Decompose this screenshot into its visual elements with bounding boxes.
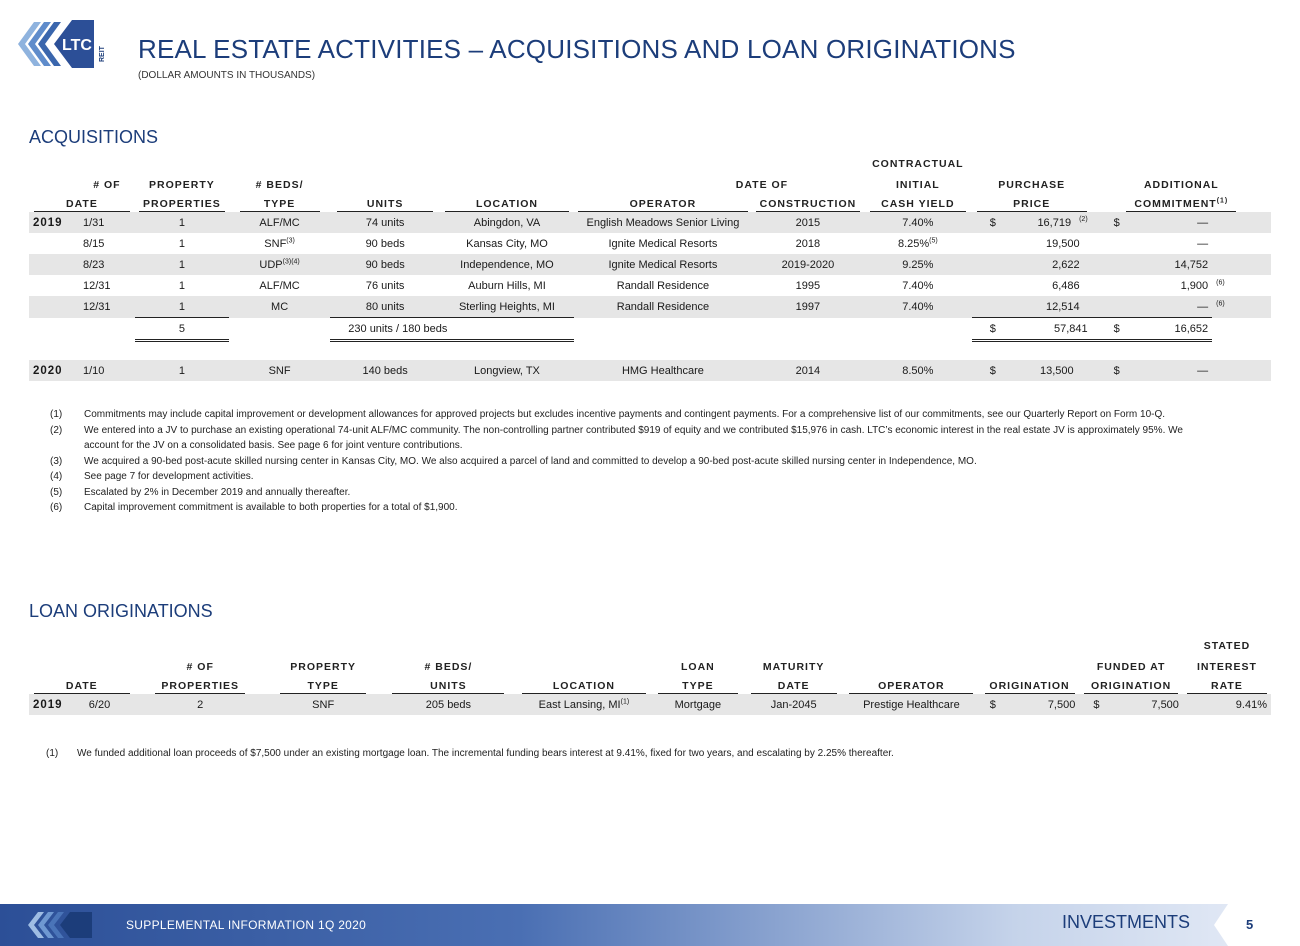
table-row bbox=[29, 360, 1271, 381]
row-props: 1 bbox=[178, 279, 185, 292]
total-props: 5 bbox=[135, 318, 229, 341]
col-commitment: COMMITMENT bbox=[1134, 198, 1217, 210]
acq-header-row-2 bbox=[29, 170, 1271, 191]
row-construction: 2014 bbox=[752, 360, 864, 381]
col-maturity: MATURITY bbox=[762, 661, 825, 673]
ltc-logo bbox=[14, 14, 114, 74]
row-date: 1/10 bbox=[79, 360, 135, 381]
col-cash-yield: CASH YIELD bbox=[881, 198, 955, 210]
loan-originations-table bbox=[29, 631, 1271, 715]
row-date: 12/31 bbox=[82, 279, 111, 292]
logo-subtext: REIT bbox=[99, 46, 106, 62]
row-location: East Lansing, MI$^{(1)}$ bbox=[516, 694, 651, 715]
table-row: 12/31 1 ALF/MC 76 units Auburn Hills, MI Randall Residence 1995 7.40% 6,486 1,900 $^{(6)}$ bbox=[29, 275, 1271, 296]
col-type: TYPE bbox=[263, 198, 296, 210]
col-contractual: CONTRACTUAL bbox=[872, 158, 964, 170]
row-type: SNF bbox=[229, 360, 330, 381]
row-construction: 2018 bbox=[795, 237, 821, 250]
acquisitions-table bbox=[29, 149, 1271, 381]
col-properties: PROPERTIES bbox=[143, 198, 221, 210]
footnote: (4) See page 7 for development activities. bbox=[50, 471, 254, 482]
row-commitment: $ — bbox=[1092, 360, 1212, 381]
row-yield: 7.40% bbox=[864, 212, 972, 233]
acquisitions-footnotes bbox=[50, 407, 1210, 516]
col-operator: OPERATOR bbox=[878, 680, 945, 692]
footnote: (5) Escalated by 2% in December 2019 and annually thereafter. bbox=[50, 486, 351, 498]
col-rate: RATE bbox=[1211, 680, 1243, 692]
col-date: DATE bbox=[34, 198, 130, 212]
row-units: 76 units bbox=[365, 279, 405, 292]
row-price: 12,514 bbox=[972, 296, 1092, 318]
footer-section-label: INVESTMENTS bbox=[1062, 912, 1191, 932]
row-loan-type: Mortgage bbox=[652, 694, 745, 715]
row-year bbox=[29, 296, 79, 318]
row-price: $ 16,719 $^{(2)}$ bbox=[972, 212, 1092, 233]
page-title: REAL ESTATE ACTIVITIES – ACQUISITIONS AND LOAN ORIGINATIONS bbox=[138, 34, 1016, 64]
row-type: ALF/MC bbox=[229, 212, 330, 233]
row-yield: 8.25%$^{(5)}$ bbox=[897, 236, 938, 250]
row-yield: 7.40% bbox=[902, 279, 934, 292]
col-maturity-date: DATE bbox=[777, 680, 810, 692]
acq-header-row-1 bbox=[29, 149, 1271, 170]
row-operator: English Meadows Senior Living bbox=[574, 212, 752, 233]
loan-header-row-1 bbox=[29, 631, 1271, 652]
row-yield: 9.25% bbox=[864, 254, 972, 275]
row-date: 1/31 bbox=[79, 212, 135, 233]
row-commitment: 14,752 bbox=[1092, 254, 1212, 275]
row-type: $UDP^{(3)(4)}$ bbox=[229, 254, 330, 275]
col-date: DATE bbox=[34, 680, 130, 694]
col-funded-origination: ORIGINATION bbox=[1091, 680, 1172, 692]
row-location: Auburn Hills, MI bbox=[468, 279, 546, 292]
row-commitment: $ — bbox=[1092, 212, 1212, 233]
loan-originations-heading: LOAN ORIGINATIONS bbox=[29, 601, 213, 621]
row-props: 1 bbox=[178, 237, 185, 250]
col-location: LOCATION bbox=[552, 680, 615, 692]
row-props: 1 bbox=[135, 360, 229, 381]
row-construction: 2015 bbox=[752, 212, 864, 233]
col-price: PRICE bbox=[1013, 198, 1051, 210]
row-yield: 8.50% bbox=[864, 360, 972, 381]
row-operator: Randall Residence bbox=[574, 296, 752, 318]
row-year bbox=[29, 254, 79, 275]
row-date: 6/20 bbox=[85, 694, 135, 715]
col-initial: INITIAL bbox=[895, 179, 940, 191]
row-operator: Ignite Medical Resorts bbox=[608, 237, 718, 250]
row-units: 90 beds bbox=[365, 237, 405, 250]
row-price: 19,500 bbox=[1046, 237, 1080, 250]
col-date-of: DATE OF bbox=[735, 179, 789, 191]
row-year: 2019 bbox=[29, 694, 85, 715]
footnote: (3) We acquired a 90-bed post-acute skilled nursing center in Kansas City, MO. We also acquired a parcel of land and committed to develop a 90-bed post-acute skilled nursing center in Independence, MO. bbox=[50, 455, 977, 467]
col-units: UNITS bbox=[366, 198, 404, 210]
row-props: 2 bbox=[135, 694, 266, 715]
row-construction: 1997 bbox=[752, 296, 864, 318]
row-operator: HMG Healthcare bbox=[574, 360, 752, 381]
col-origination: ORIGINATION bbox=[989, 680, 1070, 692]
col-loan: LOAN bbox=[681, 661, 715, 673]
table-row bbox=[29, 254, 1271, 275]
row-rate: 9.41% bbox=[1183, 694, 1271, 715]
row-units: 80 units bbox=[330, 296, 440, 318]
footer-supplemental-text: SUPPLEMENTAL INFORMATION 1Q 2020 bbox=[126, 918, 367, 932]
row-maturity: Jan-2045 bbox=[744, 694, 843, 715]
col-units: UNITS bbox=[430, 680, 467, 692]
table-row bbox=[29, 212, 1271, 233]
col-commitment-sup: (1) bbox=[1216, 197, 1229, 205]
row-year: 2019 bbox=[29, 212, 79, 233]
page-number: 5 bbox=[1246, 917, 1254, 932]
loan-header-row-3 bbox=[29, 673, 1271, 694]
col-stated: STATED bbox=[1203, 640, 1251, 652]
table-row bbox=[29, 233, 1271, 254]
row-price: 6,486 bbox=[1052, 279, 1080, 292]
col-property: PROPERTY bbox=[290, 661, 357, 673]
row-props: 1 bbox=[135, 296, 229, 318]
page-subtitle: (DOLLAR AMOUNTS IN THOUSANDS) bbox=[138, 70, 316, 81]
acquisitions-heading: ACQUISITIONS bbox=[29, 127, 159, 147]
row-type: ALF/MC bbox=[259, 279, 300, 292]
col-additional: ADDITIONAL bbox=[1143, 179, 1219, 191]
footnote: (1) Commitments may include capital improvement or development allowances for approved projects but excludes incentive payments and contingent payments. For a comprehensive list of our commitments, see our Quarterly Report on Form 10-Q. bbox=[50, 409, 1166, 420]
row-commitment: 1,900 bbox=[1180, 279, 1209, 292]
table-row bbox=[29, 694, 1271, 715]
footer-chevron-logo bbox=[22, 909, 102, 941]
row-operator: Prestige Healthcare bbox=[843, 694, 980, 715]
row-origination: $ 7,500 bbox=[980, 694, 1080, 715]
col-properties: PROPERTIES bbox=[161, 680, 240, 692]
col-num-of: # OF bbox=[186, 661, 214, 673]
footnote: (6) Capital improvement commitment is available to both properties for a total of $1,900. bbox=[50, 502, 458, 513]
total-row bbox=[29, 318, 1271, 341]
row-operator: Ignite Medical Resorts bbox=[574, 254, 752, 275]
row-date: 12/31 bbox=[79, 296, 135, 318]
row-location: Longview, TX bbox=[440, 360, 574, 381]
row-year: 2020 bbox=[29, 360, 79, 381]
row-commitment: — bbox=[1197, 237, 1209, 250]
row-props: 1 bbox=[135, 254, 229, 275]
col-beds: # BEDS/ bbox=[255, 179, 304, 191]
row-yield: 7.40% bbox=[864, 296, 972, 318]
row-location: Sterling Heights, MI bbox=[440, 296, 574, 318]
loan-header-row-2 bbox=[29, 652, 1271, 673]
row-location: Independence, MO bbox=[440, 254, 574, 275]
row-type: MC bbox=[229, 296, 330, 318]
col-property: PROPERTY bbox=[149, 179, 215, 191]
row-type: SNF bbox=[266, 694, 381, 715]
row-date: 8/23 bbox=[79, 254, 135, 275]
row-date: 8/15 bbox=[82, 237, 105, 250]
row-price: 2,622 bbox=[972, 254, 1092, 275]
col-num-of: # OF bbox=[93, 179, 121, 191]
total-price: $ 57,841 bbox=[972, 318, 1092, 341]
row-units: 90 beds bbox=[330, 254, 440, 275]
col-location: LOCATION bbox=[475, 198, 538, 210]
logo-text: LTC bbox=[62, 37, 92, 54]
row-location: Abingdon, VA bbox=[440, 212, 574, 233]
row-price: $ 13,500 bbox=[972, 360, 1092, 381]
table-row: 12/31 1 MC 80 units Sterling Heights, MI Randall Residence 1997 7.40% 12,514 — $^{(6)}$ bbox=[29, 296, 1271, 318]
total-units: 230 units / 180 beds bbox=[330, 318, 574, 341]
col-operator: OPERATOR bbox=[629, 198, 697, 210]
total-commitment: $ 16,652 bbox=[1092, 318, 1212, 341]
loan-footnotes bbox=[46, 746, 1206, 762]
acq-header-row-3 bbox=[29, 191, 1271, 212]
footnote: (2) We entered into a JV to purchase an existing operational 74-unit ALF/MC community. The non-controlling partner contributed $919 of equity and we contributed $15,976 in cash. LTC’s economic interest in the real estate JV is approximately 95%. We account for the JV on a consolidated basis. See page 6 for joint venture contributions. bbox=[50, 424, 1183, 451]
row-units: 205 beds bbox=[380, 694, 516, 715]
row-units: 74 units bbox=[330, 212, 440, 233]
col-interest: INTEREST bbox=[1197, 661, 1257, 673]
row-units: 140 beds bbox=[330, 360, 440, 381]
col-purchase: PURCHASE bbox=[998, 179, 1066, 191]
row-construction: 1995 bbox=[795, 279, 821, 292]
row-operator: Randall Residence bbox=[616, 279, 710, 292]
col-construction: CONSTRUCTION bbox=[759, 198, 857, 210]
row-commitment: — bbox=[1092, 296, 1212, 318]
row-funded: $ 7,500 bbox=[1079, 694, 1183, 715]
row-year bbox=[29, 233, 79, 254]
row-year bbox=[29, 275, 79, 296]
col-type: TYPE bbox=[307, 680, 339, 692]
col-beds: # BEDS/ bbox=[424, 661, 473, 673]
footnote: (1) We funded additional loan proceeds of $7,500 under an existing mortgage loan. The incremental funding bears interest at 9.41%, fixed for two years, and escalating by 2.25% thereafter. bbox=[46, 748, 894, 759]
row-props: 1 bbox=[135, 212, 229, 233]
col-funded-at: FUNDED AT bbox=[1096, 661, 1166, 673]
row-location: Kansas City, MO bbox=[466, 237, 548, 250]
page-tab-shape bbox=[1214, 904, 1300, 946]
row-construction: 2019-2020 bbox=[752, 254, 864, 275]
footer-bar bbox=[0, 904, 1300, 946]
col-loan-type: TYPE bbox=[682, 680, 714, 692]
row-type: SNF$^{(3)}$ bbox=[264, 236, 295, 250]
